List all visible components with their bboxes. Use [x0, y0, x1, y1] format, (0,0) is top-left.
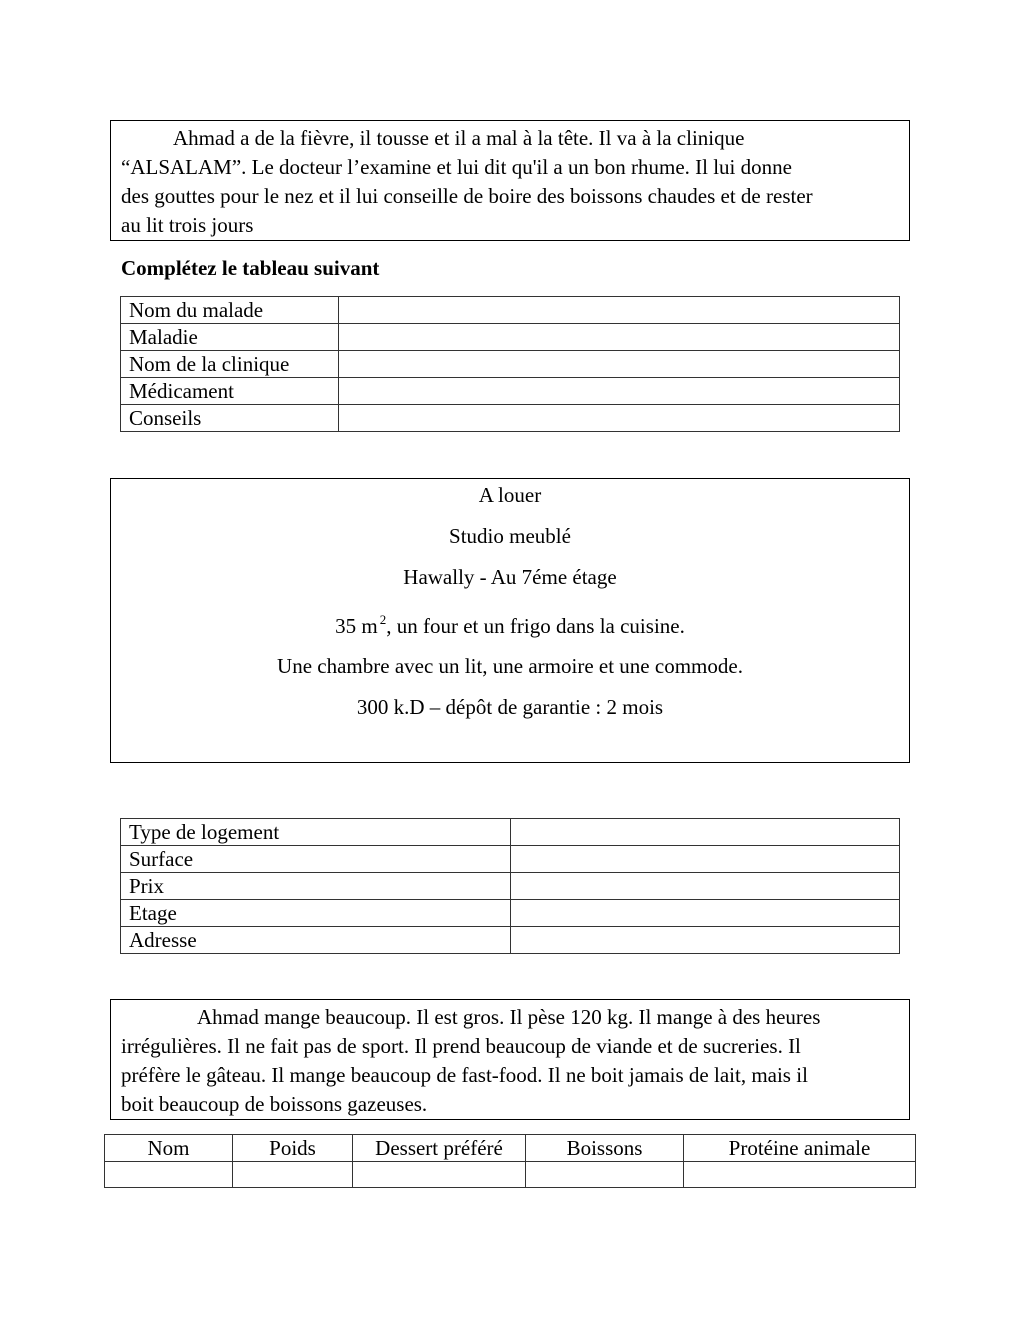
story-line: des gouttes pour le nez et il lui conseille de boire des boissons chaudes et de rester: [121, 184, 813, 208]
answer-cell[interactable]: [511, 819, 900, 846]
answer-cell[interactable]: [511, 900, 900, 927]
answer-cell[interactable]: [339, 324, 900, 351]
table-row: [121, 927, 900, 954]
ad-price: 300 k.D – dépôt de garantie : 2 mois: [356, 695, 664, 719]
diet-table: [104, 1134, 916, 1188]
table-row: [121, 873, 900, 900]
row-label: Nom de la clinique: [121, 351, 339, 378]
surface-value: 35 m: [335, 614, 378, 638]
column-header: Protéine animale: [684, 1135, 916, 1162]
row-label: Prix: [121, 873, 511, 900]
answer-cell[interactable]: [339, 405, 900, 432]
table-row: [121, 378, 900, 405]
instruction-heading: Complétez le tableau suivant: [121, 256, 380, 280]
answer-cell[interactable]: [353, 1162, 526, 1188]
table-row: [121, 405, 900, 432]
column-header: Dessert préféré: [353, 1135, 526, 1162]
column-header: Poids: [233, 1135, 353, 1162]
row-label: Type de logement: [121, 819, 511, 846]
table-row: [105, 1162, 916, 1188]
illness-table: [120, 296, 900, 432]
row-label: Conseils: [121, 405, 339, 432]
ad-room: Une chambre avec un lit, une armoire et une commode.: [277, 654, 743, 678]
table-row: [121, 819, 900, 846]
ad-type: Studio meublé: [449, 524, 571, 548]
ad-title: A louer: [478, 483, 542, 507]
row-label: Etage: [121, 900, 511, 927]
story-box-illness: [110, 120, 910, 241]
ad-location: Hawally - Au 7éme étage: [403, 565, 617, 589]
story-box-diet: [110, 999, 910, 1120]
surface-rest: , un four et un frigo dans la cuisine.: [386, 614, 685, 638]
answer-cell[interactable]: [233, 1162, 353, 1188]
rental-ad-box: [110, 478, 910, 763]
story-line: Ahmad a de la fièvre, il tousse et il a mal à la tête. Il va à la clinique: [173, 126, 745, 150]
row-label: Médicament: [121, 378, 339, 405]
story-line: au lit trois jours: [121, 213, 254, 237]
table-row: [121, 297, 900, 324]
answer-cell[interactable]: [526, 1162, 684, 1188]
story-line: “ALSALAM”. Le docteur l’examine et lui dit qu'il a un bon rhume. Il lui donne: [121, 155, 792, 179]
row-label: Maladie: [121, 324, 339, 351]
row-label: Adresse: [121, 927, 511, 954]
answer-cell[interactable]: [511, 846, 900, 873]
answer-cell[interactable]: [339, 297, 900, 324]
table-row: [121, 846, 900, 873]
story-line: boit beaucoup de boissons gazeuses.: [121, 1092, 428, 1116]
table-header-row: [105, 1135, 916, 1162]
story-line: préfère le gâteau. Il mange beaucoup de fast-food. Il ne boit jamais de lait, mais il: [121, 1063, 808, 1087]
row-label: Nom du malade: [121, 297, 339, 324]
answer-cell[interactable]: [684, 1162, 916, 1188]
answer-cell[interactable]: [339, 378, 900, 405]
column-header: Nom: [105, 1135, 233, 1162]
housing-table: [120, 818, 900, 954]
answer-cell[interactable]: [511, 873, 900, 900]
table-row: [121, 900, 900, 927]
table-row: [121, 351, 900, 378]
answer-cell[interactable]: [339, 351, 900, 378]
answer-cell[interactable]: [105, 1162, 233, 1188]
answer-cell[interactable]: [511, 927, 900, 954]
story-line: irrégulières. Il ne fait pas de sport. Il prend beaucoup de viande et de sucreries. Il: [121, 1034, 801, 1058]
table-row: [121, 324, 900, 351]
story-line: Ahmad mange beaucoup. Il est gros. Il pèse 120 kg. Il mange à des heures: [197, 1005, 821, 1029]
column-header: Boissons: [526, 1135, 684, 1162]
surface-exponent: 2: [379, 612, 387, 627]
row-label: Surface: [121, 846, 511, 873]
ad-surface: [111, 614, 909, 638]
